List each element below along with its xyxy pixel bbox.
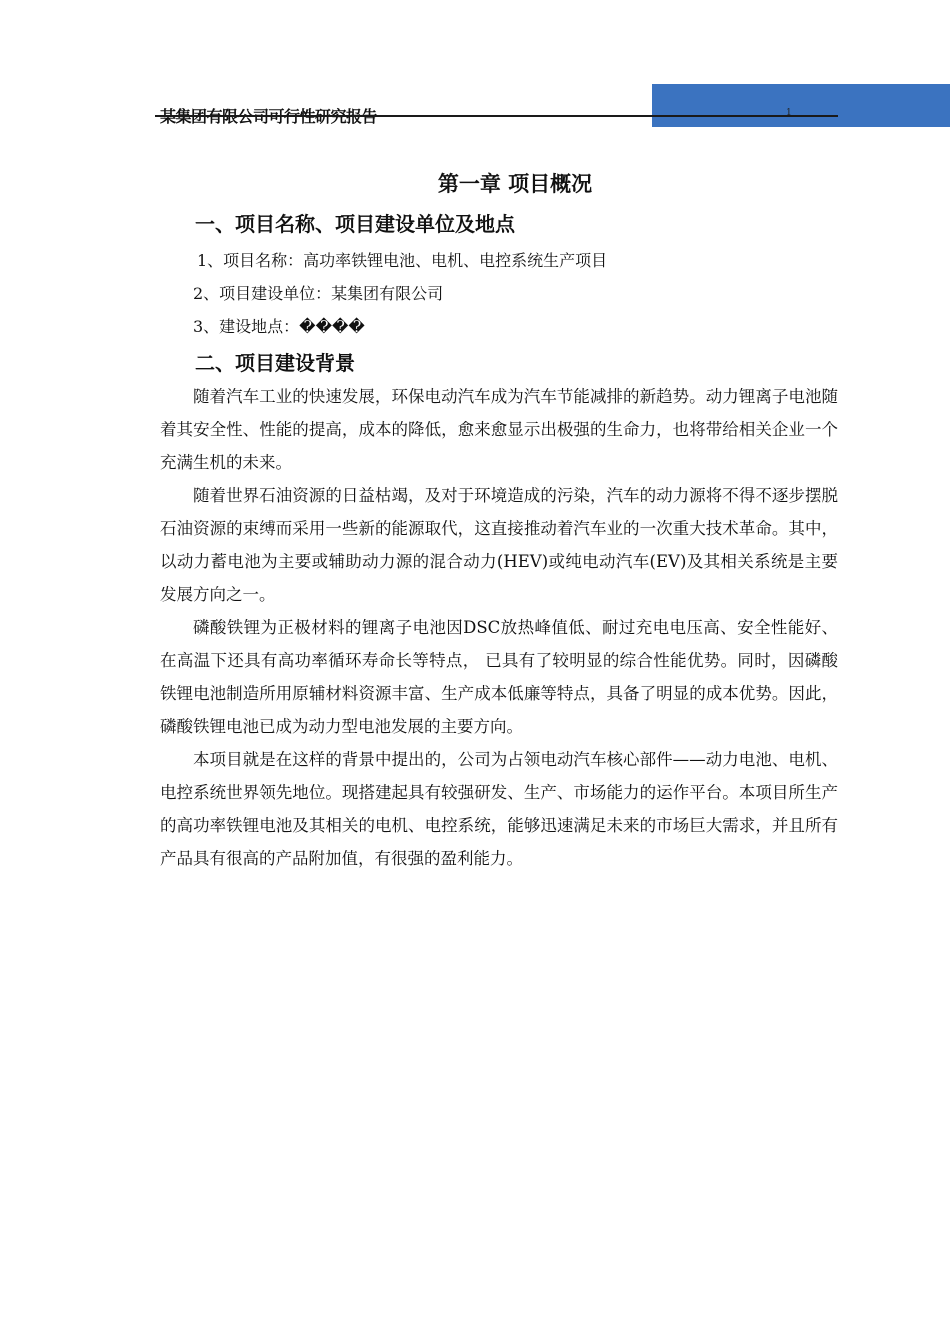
item-project-location: 3、建设地点：���� bbox=[193, 317, 365, 336]
paragraph: 本项目就是在这样的背景中提出的，公司为占领电动汽车核心部件——动力电池、电机、电控系统世界领先地位。现搭建起具有较强研发、生产、市场能力的运作平台。本项目所生产的高功率铁锂电池及其相关的电机、电控系统，能够迅速满足未来的市场巨大需求，并且所有产品具有很高的产品附加值，有很强的盈利能力。 bbox=[160, 750, 838, 868]
item-project-name: 1、项目名称：高功率铁锂电池、电机、电控系统生产项目 bbox=[197, 251, 608, 270]
paragraph: 磷酸铁锂为正极材料的锂离子电池因DSC放热峰值低、耐过充电电压高、安全性能好、在高温下还具有高功率循环寿命长等特点， 已具有了较明显的综合性能优势。同时，因磷酸铁锂电池制造所用原辅材料资源丰富、生产成本低廉等特点，具备了明显的成本优势。因此，磷酸铁锂电池已成为动力型电池发展的主要方向。 bbox=[160, 618, 838, 736]
paragraph: 随着世界石油资源的日益枯竭，及对于环境造成的污染，汽车的动力源将不得不逐步摆脱石油资源的束缚而采用一些新的能源取代，这直接推动着汽车业的一次重大技术革命。其中，以动力蓄电池为主要或辅助动力源的混合动力(HEV)或纯电动汽车(EV)及其相关系统是主要发展方向之一。 bbox=[160, 486, 838, 604]
background-body bbox=[160, 380, 838, 875]
header-divider bbox=[155, 115, 838, 117]
chapter-title: 第一章 项目概况 bbox=[437, 172, 593, 196]
paragraph: 随着汽车工业的快速发展，环保电动汽车成为汽车节能减排的新趋势。动力锂离子电池随着其安全性、性能的提高，成本的降低，愈来愈显示出极强的生命力，也将带给相关企业一个充满生机的未来。 bbox=[160, 387, 838, 472]
item-project-unit: 2、项目建设单位：某集团有限公司 bbox=[193, 284, 444, 303]
page-number: 1 bbox=[786, 108, 792, 118]
section-heading-1: 一、项目名称、项目建设单位及地点 bbox=[195, 212, 515, 236]
section-heading-2: 二、项目建设背景 bbox=[195, 351, 355, 375]
header-color-band bbox=[652, 84, 950, 127]
